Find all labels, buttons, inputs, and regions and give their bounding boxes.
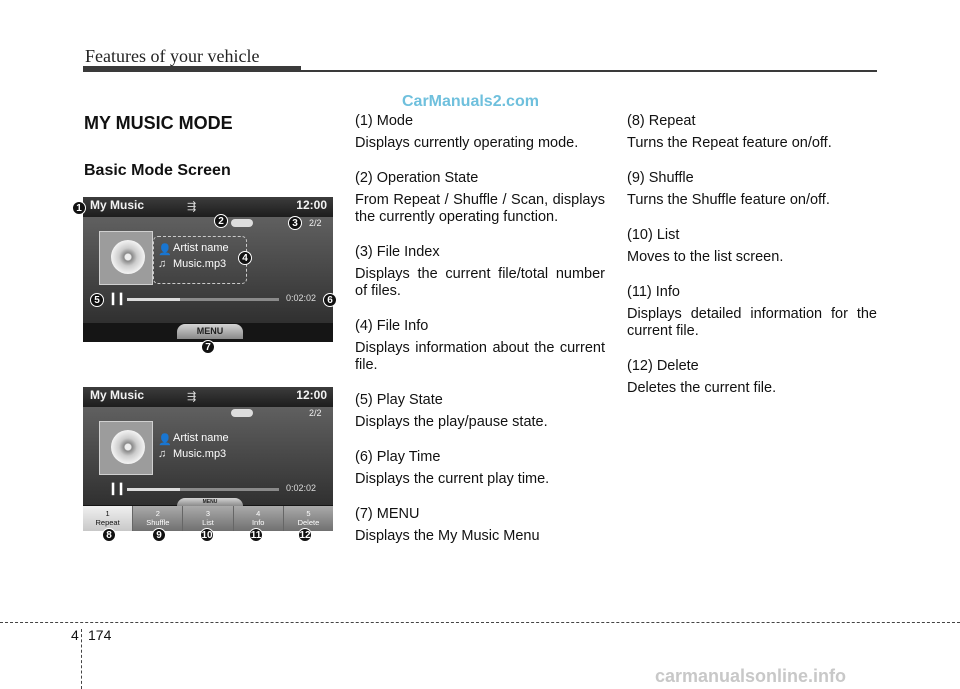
desc-title: (1) Mode xyxy=(355,113,414,129)
desc-text: Turns the Repeat feature on/off. xyxy=(627,135,832,151)
desc-item-delete xyxy=(627,358,877,397)
callout-11: 11 xyxy=(250,530,262,541)
desc-item-operation-state xyxy=(355,170,605,226)
pause-icon[interactable]: ❙❙ xyxy=(108,481,125,495)
desc-text: Displays currently operating mode. xyxy=(355,135,579,151)
album-art-icon xyxy=(99,421,153,475)
play-time: 0:02:02 xyxy=(286,483,317,493)
menu-button-number: 1 xyxy=(105,509,110,518)
desc-text: Displays information about the current file. xyxy=(355,340,605,373)
menu-button[interactable]: MENU xyxy=(177,498,243,506)
screen-status-bar xyxy=(83,197,333,217)
callout-5: 5 xyxy=(90,293,104,307)
desc-item-list xyxy=(627,227,877,266)
desc-text: Deletes the current file. xyxy=(627,380,777,396)
menu-delete-button[interactable] xyxy=(284,506,333,531)
menu-button-number: 2 xyxy=(155,509,160,518)
screen-status-bar xyxy=(83,387,333,407)
menu-button[interactable]: MENU xyxy=(177,324,243,339)
page-number: 174 xyxy=(88,627,112,643)
desc-title: (6) Play Time xyxy=(355,449,441,465)
desc-title: (12) Delete xyxy=(627,358,699,374)
repeat-state-icon xyxy=(231,219,253,227)
desc-item-mode xyxy=(355,113,605,152)
music-note-icon: ♫ xyxy=(158,258,167,270)
desc-text: Displays the My Music Menu xyxy=(355,528,540,544)
watermark-top: CarManuals2.com xyxy=(402,93,539,110)
description-column-2 xyxy=(627,113,877,415)
music-note-icon: ♫ xyxy=(158,448,167,460)
screen-mode-label: My Music xyxy=(90,388,145,402)
desc-item-shuffle xyxy=(627,170,877,209)
header-rule-thick xyxy=(83,66,301,72)
desc-item-file-index xyxy=(355,244,605,300)
desc-text: Displays the current play time. xyxy=(355,471,550,487)
desc-title: (8) Repeat xyxy=(627,113,696,129)
play-time: 0:02:02 xyxy=(286,293,317,303)
disc-icon xyxy=(111,240,145,274)
section-number: 4 xyxy=(71,627,79,643)
section-subtitle: Basic Mode Screen xyxy=(84,162,231,179)
desc-item-menu xyxy=(355,506,605,545)
desc-text: Turns the Shuffle feature on/off. xyxy=(627,192,830,208)
desc-title: (2) Operation State xyxy=(355,170,479,186)
menu-button-number: 4 xyxy=(256,509,261,518)
progress-fill xyxy=(127,488,180,491)
desc-text: Displays the play/pause state. xyxy=(355,414,548,430)
progress-fill xyxy=(127,298,180,301)
menu-button-label: Delete xyxy=(297,518,320,527)
callout-10: 10 xyxy=(201,530,213,541)
disc-icon xyxy=(111,430,145,464)
desc-text: Displays the current file/total number of files. xyxy=(355,266,605,299)
callout-4: 4 xyxy=(238,251,252,265)
repeat-state-icon xyxy=(231,409,253,417)
section-title: MY MUSIC MODE xyxy=(84,113,233,133)
usb-icon: ⇶ xyxy=(187,391,197,403)
menu-button-label: List xyxy=(202,518,214,527)
callout-12: 12 xyxy=(299,530,311,541)
menu-info-button[interactable] xyxy=(234,506,284,531)
menu-button-number: 5 xyxy=(306,509,311,518)
desc-title: (10) List xyxy=(627,227,680,243)
usb-icon: ⇶ xyxy=(187,201,197,213)
description-column-1 xyxy=(355,113,605,563)
callout-2: 2 xyxy=(214,214,228,228)
desc-title: (3) File Index xyxy=(355,244,440,260)
pause-icon[interactable]: ❙❙ xyxy=(108,291,125,305)
file-index: 2/2 xyxy=(309,408,322,418)
desc-title: (11) Info xyxy=(627,284,680,300)
artist-name: Artist name xyxy=(173,242,229,254)
desc-item-info xyxy=(627,284,877,340)
desc-item-play-state xyxy=(355,392,605,431)
footer-rule xyxy=(0,622,960,623)
file-name: Music.mp3 xyxy=(173,448,227,460)
menu-mode-screen xyxy=(83,387,333,531)
desc-title: (5) Play State xyxy=(355,392,443,408)
desc-text: Displays detailed information for the current file. xyxy=(627,306,877,339)
album-art-icon xyxy=(99,231,153,285)
watermark-bottom: carmanualsonline.info xyxy=(655,666,847,686)
desc-item-repeat xyxy=(627,113,877,152)
menu-button-label: Shuffle xyxy=(146,518,170,527)
header-rule-thin xyxy=(301,70,877,72)
desc-title: (7) MENU xyxy=(355,506,420,522)
screen-clock: 12:00 xyxy=(296,198,327,212)
callout-3: 3 xyxy=(288,216,302,230)
file-name: Music.mp3 xyxy=(173,258,227,270)
callout-6: 6 xyxy=(323,293,337,307)
menu-button-number: 3 xyxy=(205,509,211,518)
desc-text: From Repeat / Shuffle / Scan, displays the currently operating function. xyxy=(355,192,605,225)
screen-mode-label: My Music xyxy=(90,198,145,212)
desc-text: Moves to the list screen. xyxy=(627,249,784,265)
menu-button-label: Info xyxy=(251,518,265,527)
person-icon: 👤 xyxy=(158,434,172,446)
menu-button-label: Repeat xyxy=(95,518,120,527)
screen-clock: 12:00 xyxy=(296,388,327,402)
callout-7: 7 xyxy=(201,340,215,354)
callout-9: 9 xyxy=(152,528,166,542)
file-index: 2/2 xyxy=(309,218,322,228)
page-header-title: Features of your vehicle xyxy=(85,46,260,66)
footer-divider xyxy=(81,629,82,689)
desc-title: (9) Shuffle xyxy=(627,170,694,186)
desc-item-play-time xyxy=(355,449,605,488)
desc-item-file-info xyxy=(355,318,605,374)
desc-title: (4) File Info xyxy=(355,318,429,334)
callout-8: 8 xyxy=(102,528,116,542)
callout-1: 1 xyxy=(72,201,86,215)
person-icon: 👤 xyxy=(158,244,172,256)
artist-name: Artist name xyxy=(173,432,229,444)
